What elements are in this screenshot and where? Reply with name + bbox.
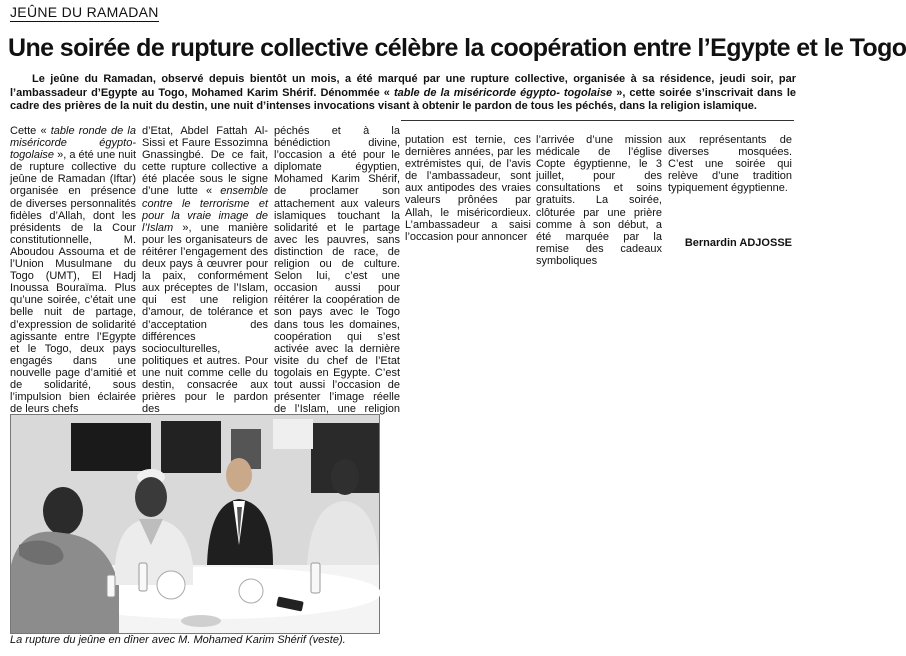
lead-part-2: », cette soirée s’inscrivait dans le cadre des prières de la nuit du destin, une nuit d’intenses invocations visant à obtenir le pardon de tous les péchés, dans la religion islamique. [10,86,796,113]
column-1-text-a: Cette « [10,125,51,137]
section-rubric: JEÛNE DU RAMADAN [10,4,159,20]
article-column-6: aux représentants de diverses mosquées. C’est une soirée qui relève d’une tradition typiquement égyptienne. [668,134,792,195]
article-column-1 [10,125,136,416]
column-2-text-b: », une manière pour les organisateurs de réitérer l’engagement des deux pays à œuvrer pour la paix, conformément aux préceptes de l’Islam, qui est une religion d’amour, de tolérance et d’acceptation des différences socioculturelles, politiques et autres. Pour une nuit comme celle du destin, consacrée aux prières pour le pardon des [142,221,268,416]
photo-caption: La rupture du jeûne en dîner avec M. Mohamed Karim Shérif (veste). [10,634,346,646]
lead-part-1: Le jeûne du Ramadan, observé depuis bientôt un mois, a été marqué par une rupture collective, organisée à sa résidence, jeudi soir, par l’ambassadeur d’Egypte au Togo, Mohamed Karim Shérif. Dénommée « [10,73,796,99]
column-2-text-a: d’Etat, Abdel Fattah Al-Sissi et Faure Essozimna Gnassingbé. De ce fait, cette rupture collective a été placée sous le signe d’une lutte « [142,125,268,198]
column-divider-rule [401,120,794,121]
article-column-4: putation est ternie, ces dernières années, par les extrémistes qui, de l’avis de l’ambassadeur, sont aux antipodes des vraies valeurs prônées par Allah, le miséricordieux. L’ambassadeur a saisi l’occasion pour annoncer [405,134,531,243]
article-column-3: péchés et à la bénédiction divine, l’occasion a été pour le diplomate égyptien, Mohamed Karim Shérif, de proclamer son attachement aux valeurs islamiques touchant la solidarité et le partage avec les pauvres, sans distinction de race, de religion ou de culture. Selon lui, c’est une occasion aussi pour réitérer la coopération de son pays avec le Togo dans tous les domaines, coopération qui s’est activée avec la dernière visite du chef de l’Etat togolais en Egypte. C’est tout aussi l’occasion de présenter l’image réelle de l’Islam, une religion [274,125,400,416]
column-2-italic: ensemble contre le terrorisme et pour la vraie image de l’Islam [142,185,268,234]
article-column-2 [142,125,268,416]
article-headline: Une soirée de rupture collective célèbre la coopération entre l’Egypte et le Togo [8,34,906,62]
photo-illustration [11,415,379,633]
article-column-5: l’arrivée d’une mission médicale de l’église Copte égyptienne, le 3 juillet, pour des consultations et soins gratuits. La soirée, clôturée par une prière comme à son début, a été marquée par la remise des cadeaux symboliques [536,134,662,267]
column-1-text-b: », a été une nuit de rupture collective du jeûne de Ramadan (Iftar) organisée en présence de diverses personnalités fidèles d’Allah, dont les présidents de la Cour constitutionnelle, M. Aboudou Assouma et de l’Union Musulmane du Togo (UMT), El Hadj Inoussa Bouraïma. Plus qu’une soirée, c’était une belle nuit de partage, d’expression de solidarité agissante entre l’Egypte et le Togo, deux pays engagés dans une nouvelle page d’amitié et de solidarité, sous l’impulsion bien éclairée de leurs chefs [10,149,136,416]
column-1-italic: table ronde de la miséricorde égypto-togolaise [10,125,136,162]
article-byline: Bernardin ADJOSSE [684,237,792,249]
lead-italic: table de la miséricorde égypto- togolaise [393,86,613,99]
article-photo [10,414,380,634]
article-lead [10,73,796,114]
